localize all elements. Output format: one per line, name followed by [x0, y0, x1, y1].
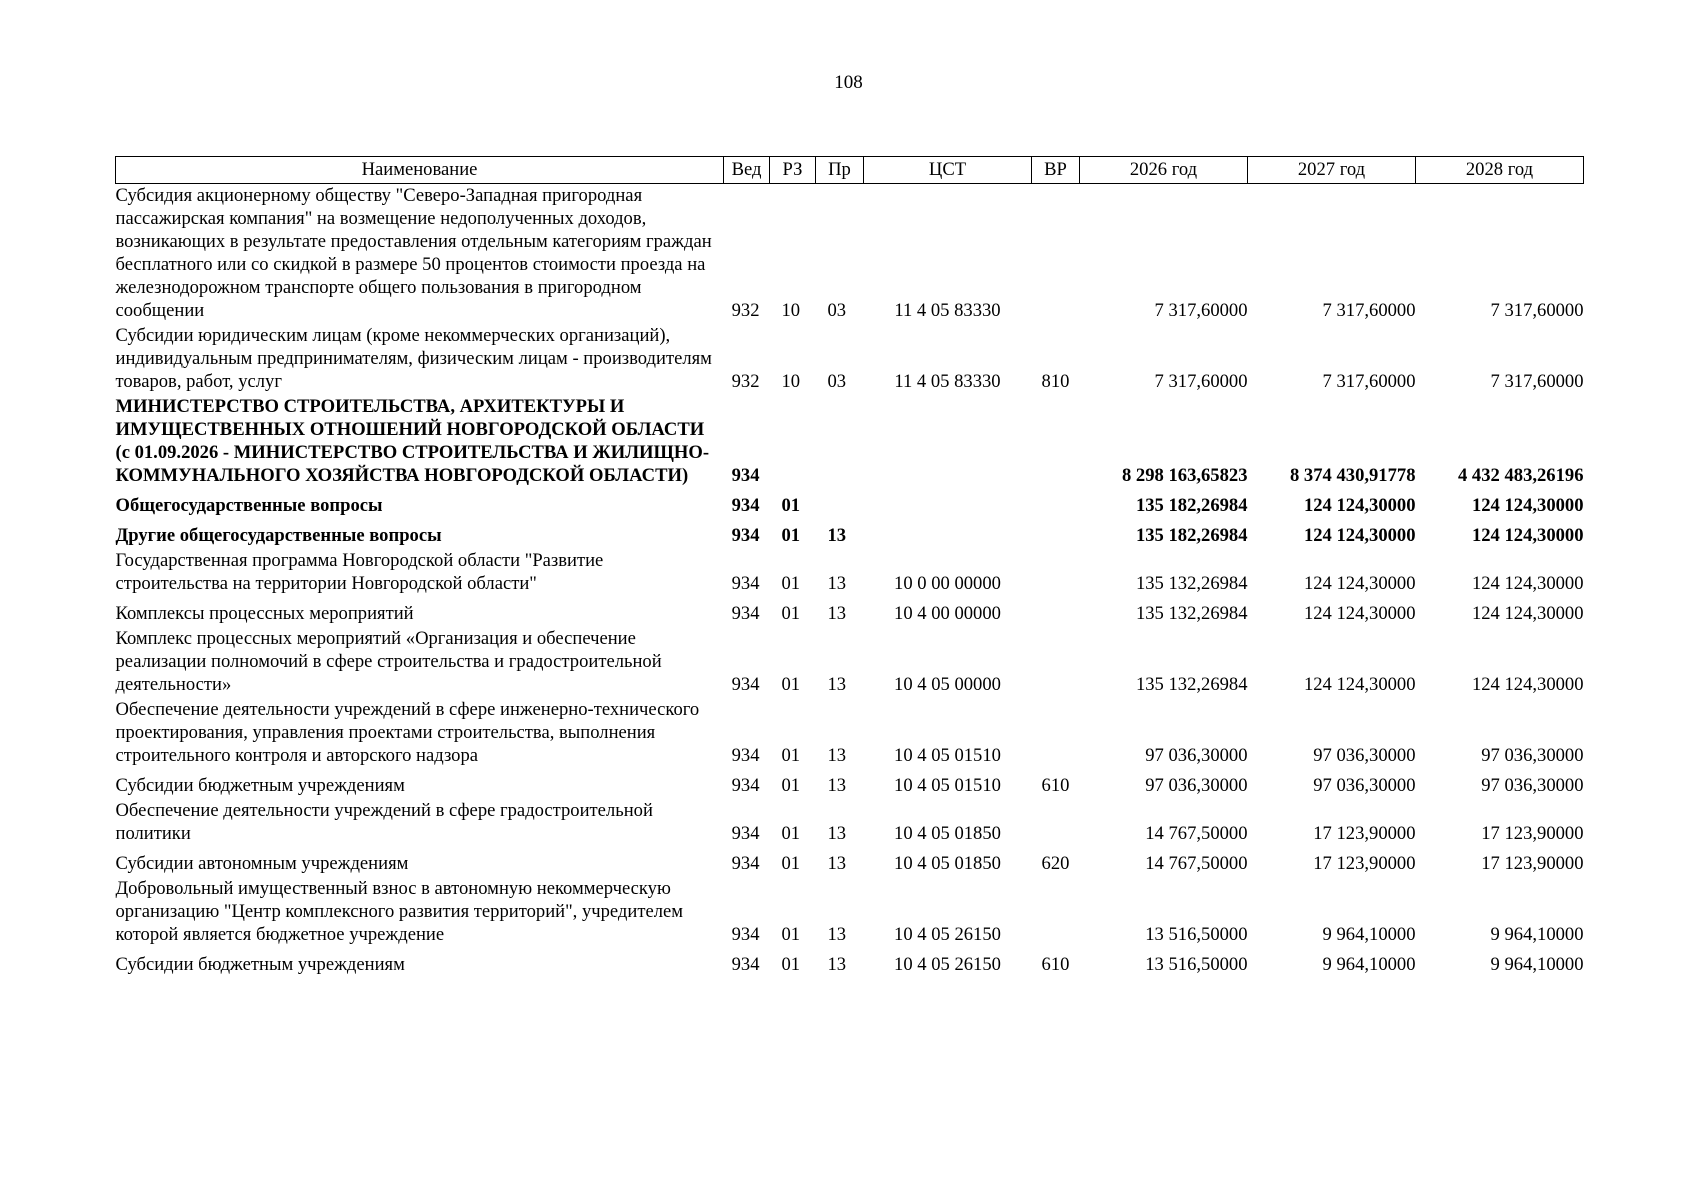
- header-ved: Вед: [724, 157, 770, 184]
- row-2028: 124 124,30000: [1471, 573, 1584, 594]
- header-name: Наименование: [116, 157, 724, 184]
- row-2028: 17 123,90000: [1481, 853, 1584, 874]
- row-ved: 934: [731, 603, 760, 624]
- row-rz: 10: [781, 371, 801, 392]
- row-2027: 17 123,90000: [1313, 853, 1416, 874]
- row-rz: 01: [781, 495, 801, 516]
- row-rz: 01: [781, 573, 801, 594]
- row-pr: 03: [827, 300, 847, 321]
- row-cst: [864, 519, 1032, 549]
- table-row: [116, 519, 1584, 549]
- row-name: Субсидии юридическим лицам (кроме некоммерческих организаций), индивидуальным предпринимателям, физическим лицам - производителям товаров, работ, услуг: [115, 325, 712, 392]
- row-2026: 14 767,50000: [1145, 853, 1248, 874]
- row-2026: 97 036,30000: [1145, 745, 1248, 766]
- row-cst: 10 4 05 26150: [894, 954, 1001, 975]
- table-row: [116, 799, 1584, 847]
- header-2028: 2028 год: [1416, 157, 1584, 184]
- row-rz: 10: [781, 300, 801, 321]
- row-2026: 7 317,60000: [1154, 371, 1248, 392]
- row-ved: 932: [731, 300, 760, 321]
- row-pr: [816, 489, 864, 519]
- row-name: МИНИСТЕРСТВО СТРОИТЕЛЬСТВА, АРХИТЕКТУРЫ И ИМУЩЕСТВЕННЫХ ОТНОШЕНИЙ НОВГОРОДСКОЙ ОБЛАСТИ (с 01.09.2026 - МИНИСТЕРСТВО СТРОИТЕЛЬСТВА И ЖИЛИЩНО-КОММУНАЛЬНОГО ХОЗЯЙСТВА НОВГОРОДСКОЙ ОБЛАСТИ): [115, 396, 710, 486]
- row-2027: 124 124,30000: [1303, 603, 1416, 624]
- row-ved: 934: [731, 954, 760, 975]
- row-pr: 13: [827, 603, 847, 624]
- row-2027: 9 964,10000: [1322, 954, 1416, 975]
- row-vr: [1032, 395, 1080, 489]
- row-2026: 135 182,26984: [1135, 495, 1248, 516]
- row-name: Добровольный имущественный взнос в автономную некоммерческую организацию "Центр комплексного развития территорий", учредителем которой является бюджетное учреждение: [115, 878, 684, 945]
- table-row: [116, 769, 1584, 799]
- table-row: [116, 948, 1584, 978]
- row-2028: 124 124,30000: [1471, 674, 1584, 695]
- row-name: Другие общегосударственные вопросы: [115, 525, 442, 546]
- row-2026: 13 516,50000: [1145, 954, 1248, 975]
- row-2027: 97 036,30000: [1313, 775, 1416, 796]
- table-row: [116, 847, 1584, 877]
- row-ved: 934: [731, 745, 760, 766]
- row-2026: 7 317,60000: [1154, 300, 1248, 321]
- row-vr: [1032, 799, 1080, 847]
- row-pr: 03: [827, 371, 847, 392]
- row-pr: 13: [827, 573, 847, 594]
- budget-table: [115, 156, 1584, 978]
- row-pr: 13: [827, 823, 847, 844]
- row-cst: 10 4 05 26150: [894, 924, 1001, 945]
- row-vr: [1032, 519, 1080, 549]
- row-2026: 135 182,26984: [1135, 525, 1248, 546]
- header-rz: РЗ: [770, 157, 816, 184]
- row-rz: 01: [781, 745, 801, 766]
- row-vr: [1032, 184, 1080, 325]
- row-2027: 7 317,60000: [1322, 371, 1416, 392]
- row-2028: 97 036,30000: [1481, 745, 1584, 766]
- table-row: [116, 489, 1584, 519]
- row-rz: [770, 395, 816, 489]
- row-vr: 610: [1041, 954, 1070, 975]
- row-vr: [1032, 597, 1080, 627]
- row-name: Общегосударственные вопросы: [115, 495, 383, 516]
- row-name: Субсидии бюджетным учреждениям: [115, 954, 405, 975]
- header-cst: ЦСТ: [864, 157, 1032, 184]
- row-name: Комплекс процессных мероприятий «Организация и обеспечение реализации полномочий в сфере строительства и градостроительной деятельности»: [115, 628, 662, 695]
- row-2028: 97 036,30000: [1481, 775, 1584, 796]
- row-2027: 97 036,30000: [1313, 745, 1416, 766]
- table-row: [116, 597, 1584, 627]
- row-2027: 124 124,30000: [1303, 573, 1416, 594]
- row-2027: 8 374 430,91778: [1289, 465, 1416, 486]
- row-rz: 01: [781, 853, 801, 874]
- row-2026: 135 132,26984: [1135, 573, 1248, 594]
- row-2026: 8 298 163,65823: [1121, 465, 1248, 486]
- row-cst: 10 4 05 01850: [894, 823, 1001, 844]
- header-2026: 2026 год: [1080, 157, 1248, 184]
- row-ved: 934: [731, 924, 760, 945]
- row-rz: 01: [781, 603, 801, 624]
- row-cst: 10 4 05 00000: [894, 674, 1001, 695]
- row-cst: 10 0 00 00000: [894, 573, 1001, 594]
- row-rz: 01: [781, 775, 801, 796]
- row-rz: 01: [781, 924, 801, 945]
- row-name: Субсидии бюджетным учреждениям: [115, 775, 405, 796]
- row-2027: 124 124,30000: [1303, 525, 1416, 546]
- table-row: [116, 627, 1584, 698]
- row-ved: 934: [731, 853, 760, 874]
- row-rz: 01: [781, 674, 801, 695]
- table-row: [116, 324, 1584, 395]
- row-2027: 124 124,30000: [1303, 495, 1416, 516]
- row-ved: 934: [731, 465, 760, 486]
- table-row: [116, 549, 1584, 597]
- table-row: [116, 184, 1584, 325]
- row-vr: 610: [1041, 775, 1070, 796]
- row-pr: 13: [827, 674, 847, 695]
- row-cst: 10 4 00 00000: [894, 603, 1001, 624]
- row-2026: 97 036,30000: [1145, 775, 1248, 796]
- row-rz: 01: [781, 525, 801, 546]
- row-cst: 10 4 05 01850: [894, 853, 1001, 874]
- table-row: [116, 395, 1584, 489]
- row-2028: 17 123,90000: [1481, 823, 1584, 844]
- row-cst: 11 4 05 83330: [894, 371, 1001, 392]
- row-pr: 13: [827, 924, 847, 945]
- row-2026: 135 132,26984: [1135, 674, 1248, 695]
- row-cst: [864, 395, 1032, 489]
- row-ved: 934: [731, 674, 760, 695]
- row-vr: 810: [1041, 371, 1070, 392]
- row-name: Обеспечение деятельности учреждений в сфере инженерно-технического проектирования, управления проектами строительства, выполнения строительного контроля и авторского надзора: [115, 699, 700, 766]
- row-2027: 124 124,30000: [1303, 674, 1416, 695]
- table-row: [116, 877, 1584, 948]
- row-cst: 10 4 05 01510: [894, 775, 1001, 796]
- row-2028: 4 432 483,26196: [1457, 465, 1584, 486]
- row-name: Комплексы процессных мероприятий: [115, 603, 414, 624]
- row-ved: 932: [731, 371, 760, 392]
- row-pr: 13: [827, 775, 847, 796]
- row-pr: 13: [827, 954, 847, 975]
- row-vr: 620: [1041, 853, 1070, 874]
- row-pr: [816, 395, 864, 489]
- row-2028: 9 964,10000: [1490, 924, 1584, 945]
- row-name: Обеспечение деятельности учреждений в сфере градостроительной политики: [115, 800, 653, 844]
- row-pr: 13: [827, 525, 847, 546]
- row-vr: [1032, 627, 1080, 698]
- row-rz: 01: [781, 954, 801, 975]
- row-2028: 124 124,30000: [1471, 525, 1584, 546]
- row-pr: 13: [827, 745, 847, 766]
- row-2027: 7 317,60000: [1322, 300, 1416, 321]
- header-vr: ВР: [1032, 157, 1080, 184]
- row-2028: 124 124,30000: [1471, 603, 1584, 624]
- row-vr: [1032, 698, 1080, 769]
- row-2026: 14 767,50000: [1145, 823, 1248, 844]
- row-2027: 9 964,10000: [1322, 924, 1416, 945]
- table-body: [116, 184, 1584, 979]
- header-2027: 2027 год: [1248, 157, 1416, 184]
- row-cst: 11 4 05 83330: [894, 300, 1001, 321]
- row-2028: 124 124,30000: [1471, 495, 1584, 516]
- row-2028: 7 317,60000: [1490, 371, 1584, 392]
- row-ved: 934: [731, 823, 760, 844]
- row-ved: 934: [731, 525, 760, 546]
- row-vr: [1032, 877, 1080, 948]
- row-ved: 934: [731, 573, 760, 594]
- row-cst: [864, 489, 1032, 519]
- row-ved: 934: [731, 495, 760, 516]
- row-2028: 9 964,10000: [1490, 954, 1584, 975]
- row-rz: 01: [781, 823, 801, 844]
- row-2026: 135 132,26984: [1135, 603, 1248, 624]
- row-2026: 13 516,50000: [1145, 924, 1248, 945]
- page-number: 108: [834, 72, 863, 93]
- row-vr: [1032, 549, 1080, 597]
- row-name: Государственная программа Новгородской области "Развитие строительства на территории Новгородской области": [115, 550, 604, 594]
- row-name: Субсидии автономным учреждениям: [115, 853, 409, 874]
- row-cst: 10 4 05 01510: [894, 745, 1001, 766]
- row-name: Субсидия акционерному обществу "Северо-Западная пригородная пассажирская компания" на возмещение недополученных доходов, возникающих в результате предоставления отдельным категориям граждан бесплатного или со скидкой в размере 50 процентов стоимости проезда на железнодорожном транспорте общего пользования в пригородном сообщении: [115, 185, 712, 321]
- table-header: [116, 157, 1584, 184]
- table-row: [116, 698, 1584, 769]
- header-pr: Пр: [816, 157, 864, 184]
- row-ved: 934: [731, 775, 760, 796]
- row-pr: 13: [827, 853, 847, 874]
- row-2028: 7 317,60000: [1490, 300, 1584, 321]
- row-vr: [1032, 489, 1080, 519]
- row-2027: 17 123,90000: [1313, 823, 1416, 844]
